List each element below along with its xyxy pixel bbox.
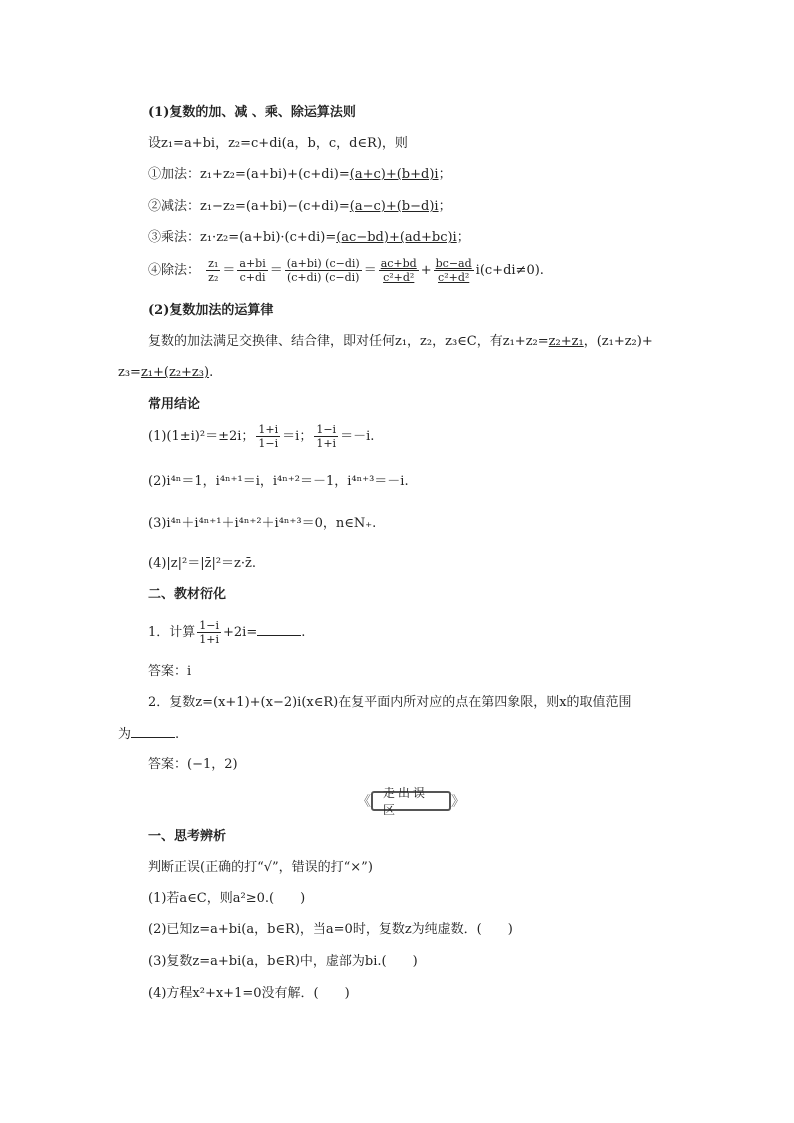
laws-body-line-1 bbox=[148, 333, 653, 351]
question-1-fraction bbox=[197, 619, 221, 646]
chevron-right-icon: 》 bbox=[451, 794, 465, 810]
error-item-2: (2)已知z=a+bi(a，b∈R)，当a=0时，复数z为纯虚数．( ) bbox=[148, 922, 513, 937]
fraction-numerator: a+bi bbox=[239, 257, 266, 270]
division-fraction-2 bbox=[237, 257, 267, 284]
laws-text-cont: ，(z₁+z₂)+ bbox=[583, 334, 653, 349]
fraction-denominator: z₂ bbox=[208, 271, 219, 284]
subtraction-result: (a−c)+(b−d)i bbox=[349, 199, 439, 214]
laws-text: z₃= bbox=[118, 365, 141, 380]
multiplication-result: (ac−bd)+(ad+bc)i bbox=[336, 230, 457, 245]
errors-intro: 判断正误(正确的打“√”，错误的打“×”) bbox=[148, 860, 373, 875]
chevron-left-icon: 《 bbox=[357, 794, 371, 810]
associative-answer: z₁+(z₂+z₃) bbox=[140, 365, 210, 380]
answer-blank bbox=[257, 623, 301, 636]
error-item-4: (4)方程x²+x+1=0没有解．( ) bbox=[148, 986, 350, 1001]
laws-body-line-2 bbox=[118, 364, 213, 382]
subtraction-prefix: ②减法：z₁−z₂=(a+bi)−(c+di)= bbox=[148, 199, 350, 214]
conclusion-1-text-c: ＝－i. bbox=[340, 429, 375, 444]
banner-label: 走出误区 bbox=[371, 791, 451, 811]
question-2-end: . bbox=[175, 727, 180, 742]
conclusion-1-text: (1)(1±i)²＝±2i； bbox=[148, 429, 255, 444]
fraction-numerator: (a+bi) (c−di) bbox=[286, 257, 360, 270]
answer-1: 答案：i bbox=[148, 664, 192, 679]
question-1-suffix: +2i= bbox=[223, 625, 258, 640]
subtraction-rule: ②减法：z₁−z₂=(a+bi)−(c+di)=(a−c)+(b−d)i； bbox=[148, 199, 452, 214]
error-item-1: (1)若a∈C，则a²≥0.( ) bbox=[148, 891, 306, 906]
answer-blank bbox=[131, 725, 175, 738]
section-heading-laws: (2)复数加法的运算律 bbox=[148, 303, 274, 318]
error-item-3: (3)复数z=a+bi(a，b∈R)中，虚部为bi.( ) bbox=[148, 954, 418, 969]
fraction-denominator: c+di bbox=[239, 271, 266, 284]
conclusions-heading: 常用结论 bbox=[148, 397, 201, 412]
multiplication-rule: ③乘法：z₁·z₂=(a+bi)·(c+di)=(ac−bd)+(ad+bc)i； bbox=[148, 230, 470, 245]
conclusion-3: (3)i⁴ⁿ＋i⁴ⁿ⁺¹＋i⁴ⁿ⁺²＋i⁴ⁿ⁺³＝0，n∈N₊. bbox=[148, 516, 377, 531]
answer-2: 答案：(−1，2) bbox=[148, 757, 238, 772]
addition-rule: ①加法：z₁+z₂=(a+bi)+(c+di)=(a+c)+(b+d)i； bbox=[148, 167, 452, 182]
fraction-denominator: 1+i bbox=[316, 437, 337, 450]
fraction-numerator: z₁ bbox=[208, 257, 219, 270]
laws-text-end: . bbox=[209, 365, 214, 380]
fraction-denominator: c²+d² bbox=[438, 271, 470, 284]
textbook-heading: 二、教材衍化 bbox=[148, 587, 227, 602]
conclusion-2: (2)i⁴ⁿ＝1，i⁴ⁿ⁺¹＝i，i⁴ⁿ⁺²＝－1，i⁴ⁿ⁺³＝－i. bbox=[148, 474, 409, 489]
textbook-question-1 bbox=[148, 618, 305, 648]
division-tail: i(c+di≠0). bbox=[475, 263, 544, 278]
multiplication-prefix: ③乘法：z₁·z₂=(a+bi)·(c+di)= bbox=[148, 230, 337, 245]
fraction-denominator: (c+di) (c−di) bbox=[286, 271, 360, 284]
laws-text: 复数的加法满足交换律、结合律，即对任何z₁，z₂，z₃∈C，有z₁+z₂= bbox=[148, 334, 549, 349]
question-1-end: . bbox=[301, 625, 306, 640]
conclusion-1 bbox=[148, 422, 374, 452]
addition-prefix: ①加法：z₁+z₂=(a+bi)+(c+di)= bbox=[148, 167, 350, 182]
division-fraction-5 bbox=[434, 257, 474, 284]
division-fraction-4 bbox=[379, 257, 419, 284]
division-fraction-1 bbox=[206, 257, 220, 284]
textbook-question-2-line-2 bbox=[118, 725, 179, 744]
division-prefix: ④除法： bbox=[148, 263, 201, 278]
conclusion-1-text-b: ＝i； bbox=[282, 429, 313, 444]
division-fraction-3 bbox=[285, 257, 362, 284]
question-1-prefix: 1．计算 bbox=[148, 625, 196, 640]
setup-line: 设z₁=a+bi，z₂=c+di(a，b，c，d∈R)，则 bbox=[148, 136, 408, 151]
fraction-numerator: bc−ad bbox=[435, 257, 472, 270]
section-banner bbox=[357, 786, 465, 817]
conclusion-4: (4)|z|²＝|z̄|²＝z·z̄. bbox=[148, 556, 257, 571]
question-2-prefix: 为 bbox=[118, 727, 132, 742]
addition-result: (a+c)+(b+d)i bbox=[349, 167, 439, 182]
fraction-numerator: 1−i bbox=[316, 423, 337, 436]
fraction-denominator: c²+d² bbox=[383, 271, 415, 284]
fraction-numerator: 1−i bbox=[199, 619, 220, 632]
fraction-numerator: 1+i bbox=[258, 423, 279, 436]
section-heading-operations: (1)复数的加、减 、乘、除运算法则 bbox=[148, 105, 356, 120]
conclusion-1-fraction-1 bbox=[256, 423, 280, 450]
commutative-answer: z₂+z₁ bbox=[548, 334, 584, 349]
conclusion-1-fraction-2 bbox=[314, 423, 338, 450]
fraction-numerator: ac+bd bbox=[380, 257, 417, 270]
errors-heading: 一、思考辨析 bbox=[148, 829, 227, 844]
textbook-question-2-line-1: 2．复数z=(x+1)+(x−2)i(x∈R)在复平面内所对应的点在第四象限，则x的取值范围 bbox=[148, 695, 632, 710]
fraction-denominator: 1−i bbox=[258, 437, 279, 450]
division-rule: ④除法： $\frac{\text{z₁}}{\text{z₂}}$ ＝ $\frac{a+bi}{c+di}$ ＝ $\frac{(a+bi) (c-di)}{(c+di) (c-di)}$ ＝ $\frac{ac+bd}{\text{c²+d²}}$ + $\frac{bc-ad}{\text{c²+d²}}$ i(c+di≠0). bbox=[148, 257, 544, 284]
fraction-denominator: 1+i bbox=[199, 633, 220, 646]
